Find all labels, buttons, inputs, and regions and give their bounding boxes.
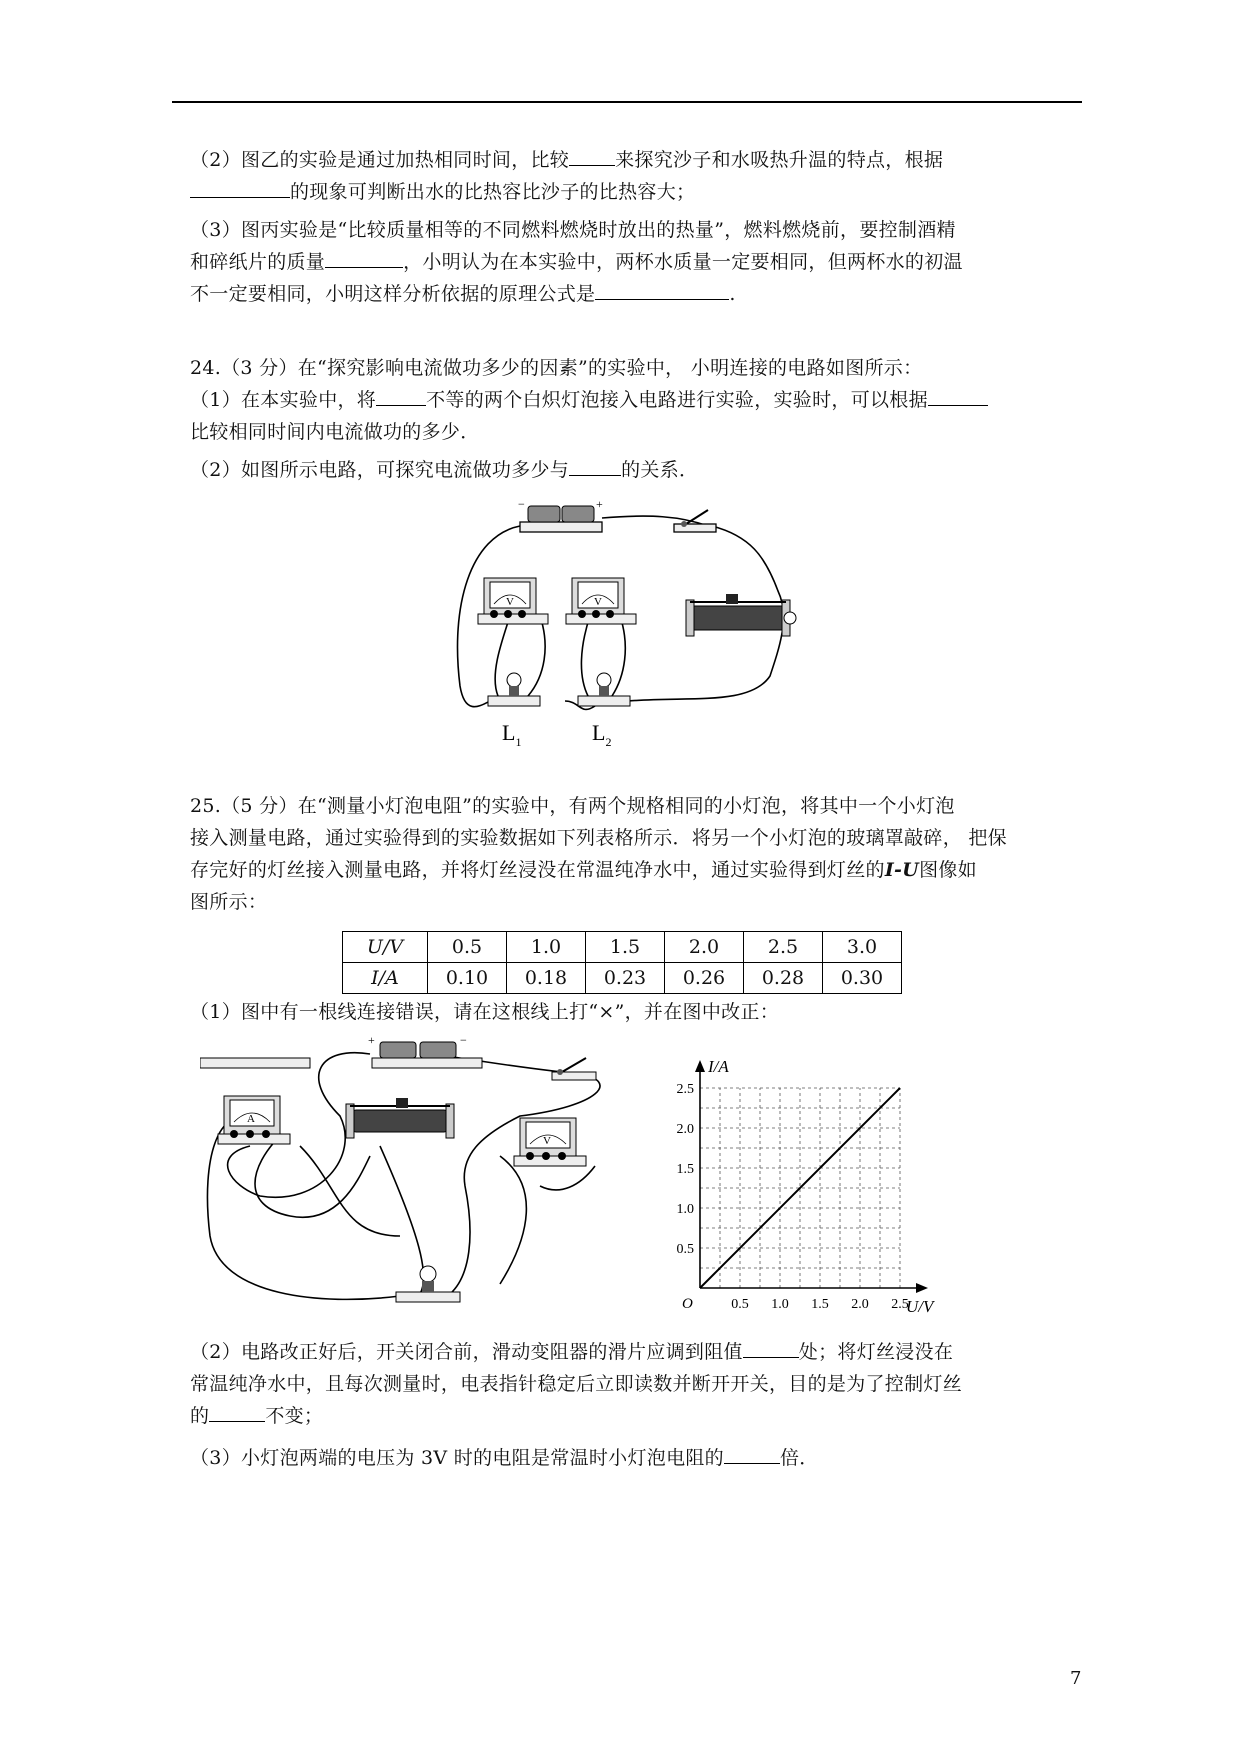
q23-p2-text-a: （2）图乙的实验是通过加热相同时间，比较 <box>190 149 570 171</box>
y-tick-label: 0.5 <box>676 1242 694 1257</box>
q25-p3-text-a: （3）小灯泡两端的电压为 3V 时的电阻是常温时小灯泡电阻的 <box>190 1447 724 1469</box>
q25-head-line3 <box>190 854 977 886</box>
q24-p1-text-a: （1）在本实验中，将 <box>190 389 377 411</box>
q25-head-text-c: 存完好的灯丝接入测量电路，并将灯丝浸没在常温纯净水中，通过实验得到灯丝的 <box>190 859 885 881</box>
lamp-icon <box>396 1266 460 1302</box>
rheostat-icon <box>686 594 796 636</box>
table-cell: 3.0 <box>823 932 902 963</box>
answer-blank[interactable] <box>325 247 403 268</box>
q23-p2-text-b: 来探究沙子和水吸热升温的特点，根据 <box>615 149 944 171</box>
q25-head-line4 <box>190 886 267 918</box>
switch-icon <box>674 510 716 532</box>
rheostat-icon <box>346 1098 454 1138</box>
answer-blank[interactable] <box>569 455 621 476</box>
answer-blank[interactable] <box>569 145 615 166</box>
x-tick-label: 1.5 <box>811 1297 829 1312</box>
q25-head-text-d: 图所示： <box>190 891 268 913</box>
q25-circuit-diagram <box>200 1036 660 1316</box>
y-tick-label: 2.5 <box>676 1082 694 1097</box>
label-l1: $L_1$ <box>502 720 522 749</box>
q24-p2-line <box>190 454 698 486</box>
label-l2: $L_2$ <box>592 720 612 749</box>
q25-p2-text-c: 常温纯净水中，且每次测量时，电表指针稳定后立即读数并断开开关，目的是为了控制灯丝 <box>190 1373 963 1395</box>
x-axis-label: U/V <box>906 1297 934 1316</box>
table-cell: 0.30 <box>823 963 902 994</box>
q24-circuit-diagram <box>450 496 820 756</box>
q23-p3-text-b: 和碎纸片的质量 <box>190 251 326 273</box>
table-row-label: I/A <box>343 963 428 994</box>
battery-icon <box>518 497 603 532</box>
table-cell: 1.0 <box>507 932 586 963</box>
q25-head-text-b: 接入测量电路，通过实验得到的实验数据如下列表格所示．将另一个小灯泡的玻璃罩敲碎， 把保 <box>190 827 1007 849</box>
q25-head-line1 <box>190 790 955 822</box>
q25-iu-term: I-U <box>884 859 920 881</box>
table-cell: 1.5 <box>586 932 665 963</box>
svg-text:V: V <box>543 1135 551 1147</box>
q24-head-text: 24.（3 分）在“探究影响电流做功多少的因素”的实验中， 小明连接的电路如图所示： <box>190 357 923 379</box>
table-cell: 2.0 <box>665 932 744 963</box>
svg-text:+: + <box>368 1036 375 1047</box>
voltmeter-icon <box>514 1118 586 1166</box>
q25-p2-line3 <box>190 1400 323 1432</box>
header-rule <box>172 101 1082 103</box>
svg-text:+: + <box>596 497 603 511</box>
svg-text:V: V <box>594 596 602 608</box>
q23-p3-line1 <box>190 214 956 246</box>
q24-p2-text-b: 的关系． <box>621 459 699 481</box>
table-cell: 0.5 <box>428 932 507 963</box>
q23-p3-text-d: 不一定要相同，小明这样分析依据的原理公式是 <box>190 283 596 305</box>
svg-text:A: A <box>247 1113 255 1125</box>
svg-text:−: − <box>460 1036 467 1047</box>
y-axis-label: I/A <box>708 1057 729 1076</box>
y-tick-label: 1.0 <box>676 1202 694 1217</box>
table-cell: 0.23 <box>586 963 665 994</box>
voltmeter-icon <box>566 578 636 624</box>
table-cell: 2.5 <box>744 932 823 963</box>
switch-icon <box>552 1058 596 1080</box>
q25-p2-text-a: （2）电路改正好后，开关闭合前，滑动变阻器的滑片应调到阻值 <box>190 1341 743 1363</box>
iu-graph <box>664 1040 984 1322</box>
q25-p2-line1 <box>190 1336 953 1368</box>
q25-data-table <box>342 931 902 994</box>
q23-p3-line3 <box>190 278 736 310</box>
table-cell: 0.26 <box>665 963 744 994</box>
q24-head <box>190 352 922 384</box>
table-row-voltage <box>343 932 902 963</box>
q24-p2-text-a: （2）如图所示电路，可探究电流做功多少与 <box>190 459 570 481</box>
answer-blank[interactable] <box>724 1443 780 1464</box>
answer-blank[interactable] <box>190 177 290 198</box>
q23-p3-text-e: . <box>729 283 736 305</box>
origin-label: O <box>682 1296 693 1312</box>
table-cell: 0.18 <box>507 963 586 994</box>
q24-p1-line2 <box>190 416 480 448</box>
q25-p2-text-b: 处；将灯丝浸没在 <box>798 1341 954 1363</box>
q25-p3-text-b: 倍． <box>779 1447 819 1469</box>
ammeter-icon <box>218 1096 290 1144</box>
q25-p3-line <box>190 1442 819 1474</box>
page-number: 7 <box>1070 1668 1082 1689</box>
q23-p3-text-c: ，小明认为在本实验中，两杯水质量一定要相同，但两杯水的初温 <box>403 251 963 273</box>
y-tick-label: 1.5 <box>676 1162 694 1177</box>
q25-p2-text-d: 的 <box>190 1405 210 1427</box>
q23-p2-line1 <box>190 144 943 176</box>
q25-p2-line2 <box>190 1368 962 1400</box>
q25-head-text-c-end: 图像如 <box>919 859 977 881</box>
table-cell: 0.28 <box>744 963 823 994</box>
q24-p1-text-b: 不等的两个白炽灯泡接入电路进行实验，实验时，可以根据 <box>426 389 928 411</box>
y-tick-label: 2.0 <box>676 1122 694 1137</box>
q23-p3-line2 <box>190 246 963 278</box>
x-tick-label: 1.0 <box>771 1297 789 1312</box>
q25-p1-text: （1）图中有一根线连接错误，请在这根线上打“×”，并在图中改正： <box>190 1001 780 1023</box>
table-cell: 0.10 <box>428 963 507 994</box>
voltmeter-icon <box>478 578 548 624</box>
x-tick-label: 2.0 <box>851 1297 869 1312</box>
q25-head-line2 <box>190 822 1007 854</box>
q24-p1-line1 <box>190 384 988 416</box>
x-tick-label: 0.5 <box>731 1297 749 1312</box>
q23-p2-text-c: 的现象可判断出水的比热容比沙子的比热容大； <box>290 181 696 203</box>
chart-tick-labels <box>677 1057 937 1316</box>
answer-blank[interactable] <box>928 385 988 406</box>
answer-blank[interactable] <box>376 385 426 406</box>
answer-blank[interactable] <box>209 1401 265 1422</box>
x-axis-arrow-icon <box>916 1283 928 1293</box>
svg-text:V: V <box>506 596 514 608</box>
svg-text:−: − <box>518 497 525 511</box>
table-row-label: U/V <box>343 932 428 963</box>
q23-p2-line2 <box>190 176 695 208</box>
battery-icon <box>200 1036 482 1068</box>
q25-p1-line <box>190 996 779 1028</box>
table-row-current <box>343 963 902 994</box>
q25-p2-text-e: 不变； <box>265 1405 324 1427</box>
x-tick-label: 2.5 <box>891 1297 909 1312</box>
q23-p3-text-a: （3）图丙实验是“比较质量相等的不同燃料燃烧时放出的热量”，燃料燃烧前，要控制酒精 <box>190 219 956 241</box>
q25-head-text-a: 25.（5 分）在“测量小灯泡电阻”的实验中，有两个规格相同的小灯泡，将其中一个小灯泡 <box>190 795 955 817</box>
answer-blank[interactable] <box>743 1337 799 1358</box>
q24-p1-text-c: 比较相同时间内电流做功的多少． <box>190 421 480 443</box>
answer-blank[interactable] <box>595 279 729 300</box>
y-axis-arrow-icon <box>695 1060 705 1072</box>
